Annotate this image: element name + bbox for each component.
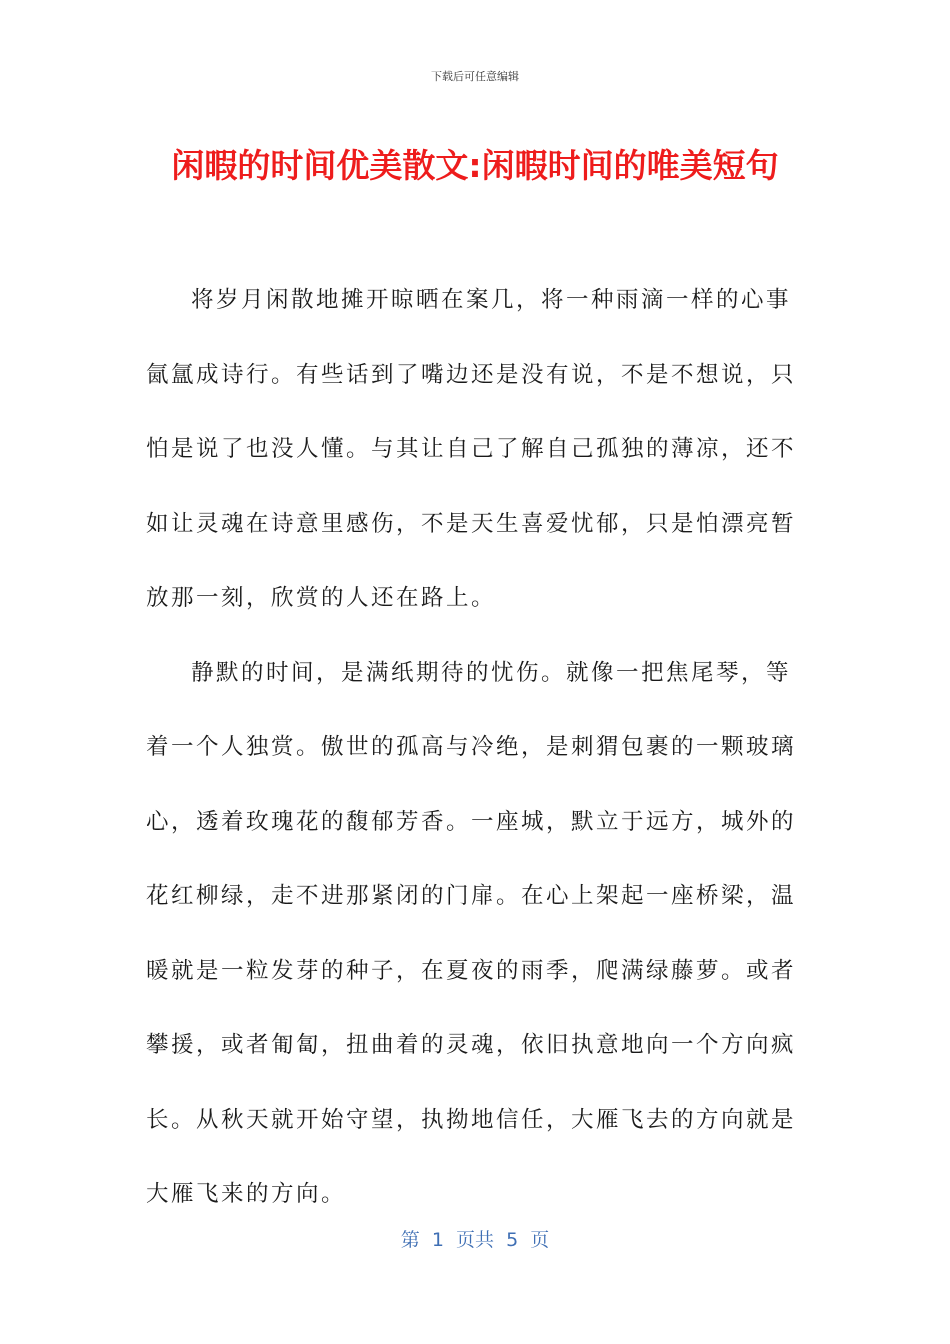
paragraph: 将岁月闲散地摊开晾晒在案几，将一种雨滴一样的心事氤氲成诗行。有些话到了嘴边还是没有说，不是不想说，只怕是说了也没人懂。与其让自己了解自己孤独的薄凉，还不如让灵魂在诗意里感伤，不是天生喜爱忧郁，只是怕漂亮暂放那一刻，欣赏的人还在路上。	[146, 287, 797, 611]
document-body	[146, 263, 806, 1232]
page-number-footer: 第 1 页共 5 页	[400, 1229, 550, 1251]
paragraph: 静默的时间，是满纸期待的忧伤。就像一把焦尾琴，等着一个人独赏。傲世的孤高与冷绝，是刺猬包裹的一颗玻璃心，透着玫瑰花的馥郁芳香。一座城，默立于远方，城外的花红柳绿，走不进那紧闭的门扉。在心上架起一座桥梁，温暖就是一粒发芽的种子，在夏夜的雨季，爬满绿藤萝。或者攀援，或者匍匐，扭曲着的灵魂，依旧执意地向一个方向疯长。从秋天就开始守望，执拗地信任，大雁飞去的方向就是大雁飞来的方向。	[146, 659, 797, 1207]
header-note: 下载后可任意编辑	[431, 70, 519, 83]
document-title: 闲暇的时间优美散文:闲暇时间的唯美短句	[171, 146, 779, 185]
